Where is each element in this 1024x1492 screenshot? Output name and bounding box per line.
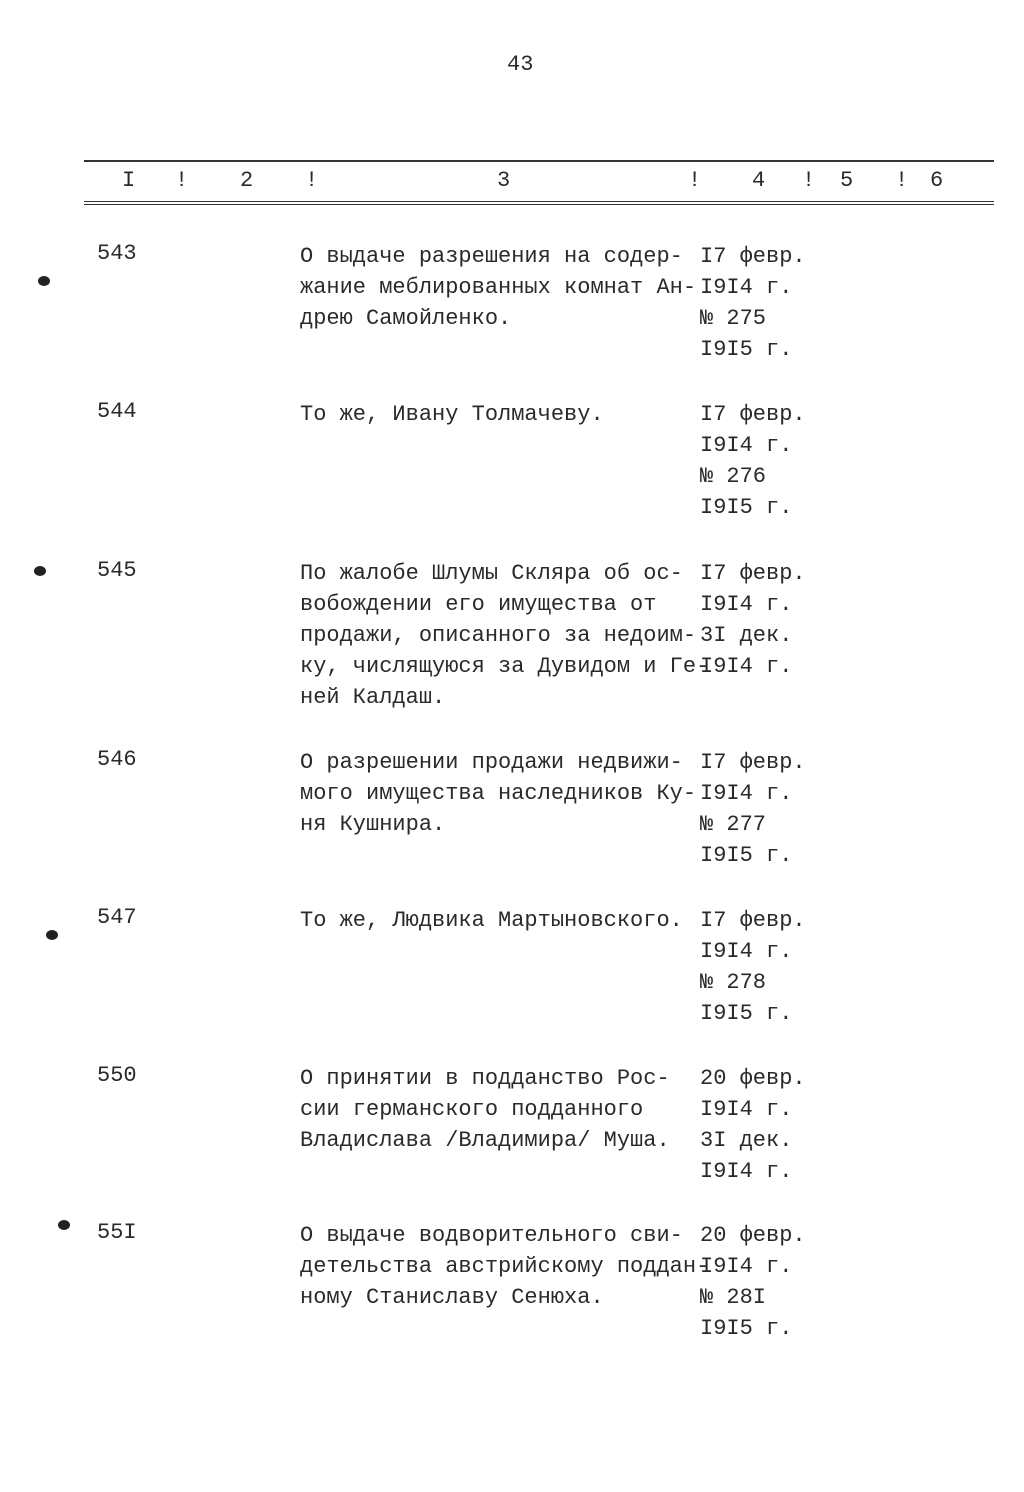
description-line: О разрешении продажи недвижи- (300, 750, 683, 775)
entry-description (300, 905, 683, 936)
header-col1: I (122, 168, 136, 193)
date-line: 20 февр. (700, 1223, 806, 1248)
date-line: 3I дек. (700, 623, 793, 648)
description-line: То же, Людвика Мартыновского. (300, 908, 683, 933)
description-line: О выдаче водворительного сви- (300, 1223, 683, 1248)
date-line: 3I дек. (700, 1128, 793, 1153)
entry-number: 544 (97, 399, 137, 424)
header-col6: 6 (930, 168, 944, 193)
entry-dates (700, 747, 806, 871)
description-line: По жалобе Шлумы Скляра об ос- (300, 561, 683, 586)
entry-number: 545 (97, 558, 137, 583)
entry-description (300, 747, 696, 840)
date-line: I7 февр. (700, 908, 806, 933)
header-bottom-rule (84, 204, 994, 205)
entry-dates (700, 558, 806, 682)
date-line: I9I4 г. (700, 654, 793, 679)
date-line: I9I4 г. (700, 275, 793, 300)
description-line: сии германского подданного (300, 1097, 644, 1122)
entry-dates (700, 241, 806, 365)
entry-number: 547 (97, 905, 137, 930)
date-line: № 275 (700, 306, 767, 331)
entry-dates (700, 905, 806, 1029)
entry-dates (700, 1063, 806, 1187)
header-bottom-rule (84, 201, 994, 202)
description-line: мого имущества наследников Ку- (300, 781, 697, 806)
description-line: То же, Ивану Толмачеву. (300, 402, 604, 427)
date-line: I9I4 г. (700, 592, 793, 617)
date-line: I9I4 г. (700, 781, 793, 806)
date-line: № 28I (700, 1285, 767, 1310)
date-line: I7 февр. (700, 244, 806, 269)
date-line: 20 февр. (700, 1066, 806, 1091)
description-line: ня Кушнира. (300, 812, 446, 837)
punch-hole-mark (38, 276, 50, 286)
entry-dates (700, 1220, 806, 1344)
date-line: I9I5 г. (700, 1001, 793, 1026)
header-col3: 3 (497, 168, 511, 193)
date-line: I9I4 г. (700, 433, 793, 458)
description-line: О принятии в подданство Рос- (300, 1066, 670, 1091)
date-line: I9I5 г. (700, 495, 793, 520)
header-sep: ! (305, 168, 319, 193)
date-line: I9I4 г. (700, 1159, 793, 1184)
header-top-rule (84, 160, 994, 162)
date-line: I9I5 г. (700, 843, 793, 868)
date-line: № 276 (700, 464, 767, 489)
entry-description (300, 558, 709, 713)
date-line: № 278 (700, 970, 767, 995)
entry-number: 546 (97, 747, 137, 772)
entry-dates (700, 399, 806, 523)
date-line: I7 февр. (700, 561, 806, 586)
date-line: I9I4 г. (700, 1097, 793, 1122)
description-line: О выдаче разрешения на содер- (300, 244, 683, 269)
header-col4: 4 (752, 168, 766, 193)
table-header (0, 168, 1024, 196)
date-line: I9I4 г. (700, 1254, 793, 1279)
entry-description (300, 1220, 709, 1313)
entry-description (300, 1063, 670, 1156)
entry-number: 550 (97, 1063, 137, 1088)
description-line: детельства австрийскому поддан- (300, 1254, 710, 1279)
date-line: I7 февр. (700, 402, 806, 427)
date-line: I9I5 г. (700, 1316, 793, 1341)
date-line: I9I5 г. (700, 337, 793, 362)
entry-number: 55I (97, 1220, 137, 1245)
date-line: I7 февр. (700, 750, 806, 775)
header-col2: 2 (240, 168, 254, 193)
description-line: ней Калдаш. (300, 685, 446, 710)
description-line: продажи, описанного за недоим- (300, 623, 697, 648)
punch-hole-mark (58, 1220, 70, 1230)
header-sep: ! (175, 168, 189, 193)
header-col5: 5 (840, 168, 854, 193)
header-sep: ! (802, 168, 816, 193)
punch-hole-mark (46, 930, 58, 940)
entry-number: 543 (97, 241, 137, 266)
header-sep: ! (895, 168, 909, 193)
punch-hole-mark (34, 566, 46, 576)
date-line: № 277 (700, 812, 767, 837)
description-line: ному Станиславу Сенюха. (300, 1285, 604, 1310)
page-number: 43 (507, 52, 534, 77)
date-line: I9I4 г. (700, 939, 793, 964)
header-sep: ! (688, 168, 702, 193)
entry-description (300, 241, 696, 334)
description-line: дрею Самойленко. (300, 306, 512, 331)
description-line: вобождении его имущества от (300, 592, 657, 617)
description-line: Владислава /Владимира/ Муша. (300, 1128, 670, 1153)
description-line: жание меблированных комнат Ан- (300, 275, 697, 300)
entry-description (300, 399, 604, 430)
description-line: ку, числящуюся за Дувидом и Ге- (300, 654, 710, 679)
